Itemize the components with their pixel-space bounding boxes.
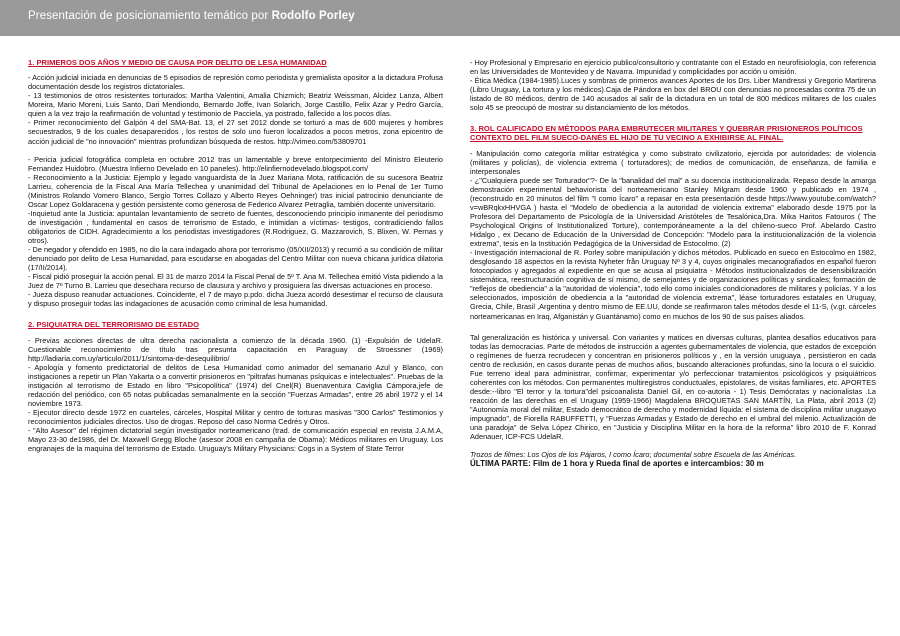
last-part: ÚLTIMA PARTE: Film de 1 hora y Rueda final de aportes e intercambios: 30 m: [470, 459, 764, 469]
paragraph: - 13 testimonios de otros resistentes torturados: Martha Valentini, Amalia Chizmich; Beatriz Weissman, Alcidez Lanza, Albert Moreira, Mario Moreni, Luis Santo, Dari Mendiondo, Bernardo Joffe, Ivan Solarich, Jorge Castillo, Felix Azar y Pedro García, quien a la vez trajo la reafirmación de voluntad y testimonio de Pacciela, ya postrado, fallecido a los pocos días.: [28, 91, 443, 119]
paragraph: - Acción judicial iniciada en denuncias de 5 episodios de represión como periodista y gremialista opositor a la dictadura Profusa documentación desde los registros dictatoriales.: [28, 73, 443, 92]
paragraph: - Apología y fomento predictatorial de delitos de Lesa Humanidad como animador del semanario Azul y Blanco, con instigaciones a repetir un Plan Yakarta o a convertir prisioneros en "piltrafas humanas psíquicas e intelectuales". Pruebas de la instigación al terrorismo de Estado en libro "Psicopolítica" (1974) del Cnel(R) Buenaventura Caviglia Cámpora,jefe de redacción del periódico, con 65 notas publicadas semanalmente en la sección "Fuerzas Armadas", entre 26 abril 1972 y el 14 noviembre 1973.: [28, 362, 443, 408]
paragraph: - Reconocimiento a la Justicia: Ejemplo y legado vanguardista de la Juez Mariana Mota, ratificación de su sucesora Beatriz Larrieu, coherencia de la Fiscal Ana María Tellechea y unanimidad del Tribunal de Apelaciones en lo Penal de 1er Turno (Ministros Rolando Vomero Blanco, Sergio Torres Collazo y Alberto Reyes Oehninger) tras inicial patrocinio denunciante de Oscar Lopez Goldaracena y gestión persistente como generosa de Federico Alvarez Petraglia, también docente universitario.: [28, 172, 443, 209]
header-bar: [0, 0, 900, 36]
section-3-title: [470, 124, 876, 142]
paragraph: - Jueza dispuso reanudar actuaciones. Coincidente, el 7 de mayo p.pdo. dicha Jueza acordó desestimar el recurso de clausura y dispuso proseguir todas las indagaciones de acusación como criminal de lesa humanidad.: [28, 290, 443, 309]
paragraph: - ¿"Cualquiera puede ser Torturador"?- De la "banalidad del mal" a su docencia institucionalizada. Repaso desde la amarga demostración experimental behaviorista del norteamericano Stanley Milgram desde 1960 y publicado en 1974 , (reconstruido en 20 minutos del film "I como Ícaro" a repasar en esta presentación desde https://www.youtube.com/watch?v=wBRqkxHHVGA ) hasta el "Modelo de obediencia a la autoridad de violencia extrema" elaborado desde 1975 por la Profesora del Departamento de Psicología de la Universidad Aristóteles de Tesalónica,Dra. Mika Haritos Fatouros ( The Psychological Origins of Institutionalized Torture), contemporáneamente a la del chileno-sueco Prof. Abelardo Castro Hidalgo , ex Decano de Educación de la Universidad de Concepción: "Modelo para la institucionalización de la violencia extrema", tesis en la Institución Pedagógica de la Universidad de Estocolmo. (2): [470, 175, 876, 249]
paragraph: - Primer reconocimiento del Galpón 4 del SMA-Bat. 13, el 27 set 2012 donde se torturó a mas de 600 mujeres y hombres secuestrados, 9 de los cuales desaparecidos , los restos de solo uno fueron localizados a pocos metros, zona epicentro de acción judicial de "no innovación" mientras profundizan búsqueda de restos. http://vimeo.com/53809701: [28, 118, 443, 146]
paragraph: - Ejecutor directo desde 1972 en cuarteles, cárceles, Hospital Militar y centro de torturas masivas "300 Carlos" Testimonios y reconocimientos judiciales directos. Uso de drogas. Reposo del caso Norma Cedrés y Otros.: [28, 407, 443, 426]
paragraph: - Ética Médica (1984-1985).Luces y sombras de primeros avances Aportes de los Drs. Liber Mandressi y Gregorio Martirena (Libro Uruguay, La tortura y los médicos).Caja de Pándora en box del BROU con denuncias no procesadas contra 75 de un listado de 80 médicos, dentro de 140 acusados al salir de la dictadura en un total de 800 médicos militares de los cuales solo 45 se preocupó de mostrar su distanciamiento de los métodos.: [470, 76, 876, 113]
paragraph: Tal generalización es histórica y universal. Con variantes y matices en diversas culturas, plantea desafíos educativos para todas las democracias. Parte de métodos de instrucción a agentes gubernamentales de violencia, que estados de excepción o regímenes de fuerza recrudecen y concentran en prisioneros políticos y , en la versión uruguaya , persistieron en cada centro de reclusión, en casos durante penas de muchos años, buscando alteraciones profundas, sino la locura o el suicidio. Fue terreno ideal para administrar, confirmar, experimentar y/o perfeccionar tratamientos psicológicos y psiquiátricos coherentes con los métodos. Con permanentes multiregistros conductuales, epistolares, de visitas familiares, etc. APORTES desde:--libro "El terror y la tortura"del psicoanalista Daniel Gil, en co-autoria - 1) Tesis Demócratas y nacionalistas .La reacción de las derechas en el Uruguay (1959-1966) Magdalena BROQUETAS SAN MARTÍN, La Plata, abril 2013 (2) "Autonomía moral del militar, Estado democrático de derecho y modernidad líquida: el sistema de disciplina militar uruguayo impugnado", de Fiorella RABUFFETTI, y "Fuerzas Armadas y Estado de derecho en el umbral del milenio. Actualización de una paradoja" de Selva López Chirico, en "Justicia y Disciplina Militar en la hora de la reforma" libro 2010 de F. Konrad Adenauer, ICP-FCS UdelaR.: [470, 332, 876, 442]
paragraph: - Manipulación como categoría militar estratégica y como substrato civilizatorio, ejercida por autoridades: de violencia (militares y policías), de violencia extrema ( torturadores); de medios de comunicación, de enseñanza, de familia e interpersonales: [470, 148, 876, 176]
paragraph: - Investigación internacional de R. Porley sobre manipulación y dichos métodos. Publicado en sueco en Estocolmo en 1982, desglosando 18 aspectos en la revista Nyheter från Uruguay Nº 3 y 4, cuyos originales mecanografiados en español fueron fotocopiados y agregados al expediente en que se acusa al psiquiatra - Métodos institucionalizados de desensibilización sistemática, reestructuración cognitiva de sí mismo, de semejantes y de organizaciones políticas y sindicales; formación de "reflejos de obediencia" a la "autoridad de violencia", todo ello como iniciales condicionadores de militares y policías. Y a los seleccionados, imposición de obediencia a la "autoridad de violencia extrema", léase torturadores estatales en Uruguay, Grecia, Chile, Brasil ,Argentina y dentro mismo de EE.UU, donde se reafirmaron tales métodos desde el 11-S, (v.gr. cárceles norteamericanas en Iraq, Afganistán y Guantánamo) como en muchos de los 90 de sus países aliados.: [470, 248, 876, 321]
paragraph: - De negador y ofendido en 1985, no dio la cara indagado ahora por terrorismo (05/XII/2013) y recurrió a su condición de militar denunciado por delito de Lesa Humanidad, para escudarse en abogadas del Centro Militar con nueva chicana jurídica dilatoria (17/II/2014).: [28, 245, 443, 273]
film-credits: Trozos de filmes: Los Ojos de los Pájaros, I como Ícaro; documental sobre Escuela de las Américas.: [470, 450, 797, 460]
paragraph: -Inquietud ante la Justicia: apuntalan levantamiento de secreto de fuentes, desconociendo principio inmanente del periodismo de investigación , fundamental en casos de terrorismo de Estado, e intimidan a víctimas- testigos, contradiciendo fallos obligatorios de CIDH. Agradecimiento a los periodistas investigadores (R.Rodriguez, G. Mazzarovich, S. Blixen, W. Pernas y otros).: [28, 208, 443, 245]
paragraph: - "Alto Asesor" del régimen dictatorial según investigador norteamericano (trad. de comunicación especial en revista J.A.M.A, Mayo 23-30 de1986, del Dr. Maxwell Gregg Bloche (asesor 2008 en campaña de Obama): Médicos militares en Uruguay. Los engranajes de la maquina del terrorismo de Estado. Uruguay's Military Physicians: Cogs in a System of State Terror: [28, 426, 443, 454]
paragraph: - Hoy Profesional y Empresario en ejercicio publico/consultorio y contratante con el Estado en neurofisiología, con referencia en las Universidades de Montevideo y de Navarra. Impunidad y complicidades por acción u omisión.: [470, 58, 876, 77]
page-title: [28, 10, 355, 22]
paragraph: - Fiscal pidió proseguir la acción penal. El 31 de marzo 2014 la Fiscal Penal de 5º T. Ana M. Tellechea emitió Vista pidiendo a la Juez de 7º Turno B. Larrieu que desechara recurso de clausura y archivo y prosiguiera las diversas actuaciones en proceso.: [28, 272, 443, 291]
section-2-title-text: 2. PSIQUIATRA DEL TERRORISMO DE ESTADO: [28, 320, 200, 330]
title-prefix: Presentación de posicionamiento temático por: [28, 10, 272, 22]
left-column: [28, 58, 443, 453]
paragraph: - Previas acciones directas de ultra derecha nacionalista a comienzo de la década 1960. (1) -Expulsión de UdelaR. Cuestionable reconocimiento de título tras presunta capacitación en Paraguay de Stroessner (1969) http://ladiaria.com.uy/articulo/2011/1/sintoma-de-desequilibrio/: [28, 335, 443, 363]
section-3-title-text: 3. ROL CALIFICADO EN MÉTODOS PARA EMBRUTECER MILITARES Y QUEBRAR PRISIONEROS POLÍTICOS CONTEXTO DEL FILM SUECO-DANÉS EL HIJO DE TU VECINO A EXHIBIRSE AL FINAL.: [470, 124, 863, 143]
right-column: [470, 58, 876, 468]
paragraph: - Pericia judicial fotográfica completa en octubre 2012 tras un lamentable y breve entorpecimiento del Ministro Eleuterio Fernandez Huidobro. (Muestra Infierno Develado en 10 paneles). http://elinfiernodevelado.blogspot.com/: [28, 154, 443, 173]
section-2-title: [28, 320, 443, 329]
title-author: Rodolfo Porley: [271, 10, 355, 22]
section-1-title-text: 1. PRIMEROS DOS AÑOS Y MEDIO DE CAUSA POR DELITO DE LESA HUMANIDAD: [28, 58, 327, 67]
section-1-title: [28, 58, 443, 67]
